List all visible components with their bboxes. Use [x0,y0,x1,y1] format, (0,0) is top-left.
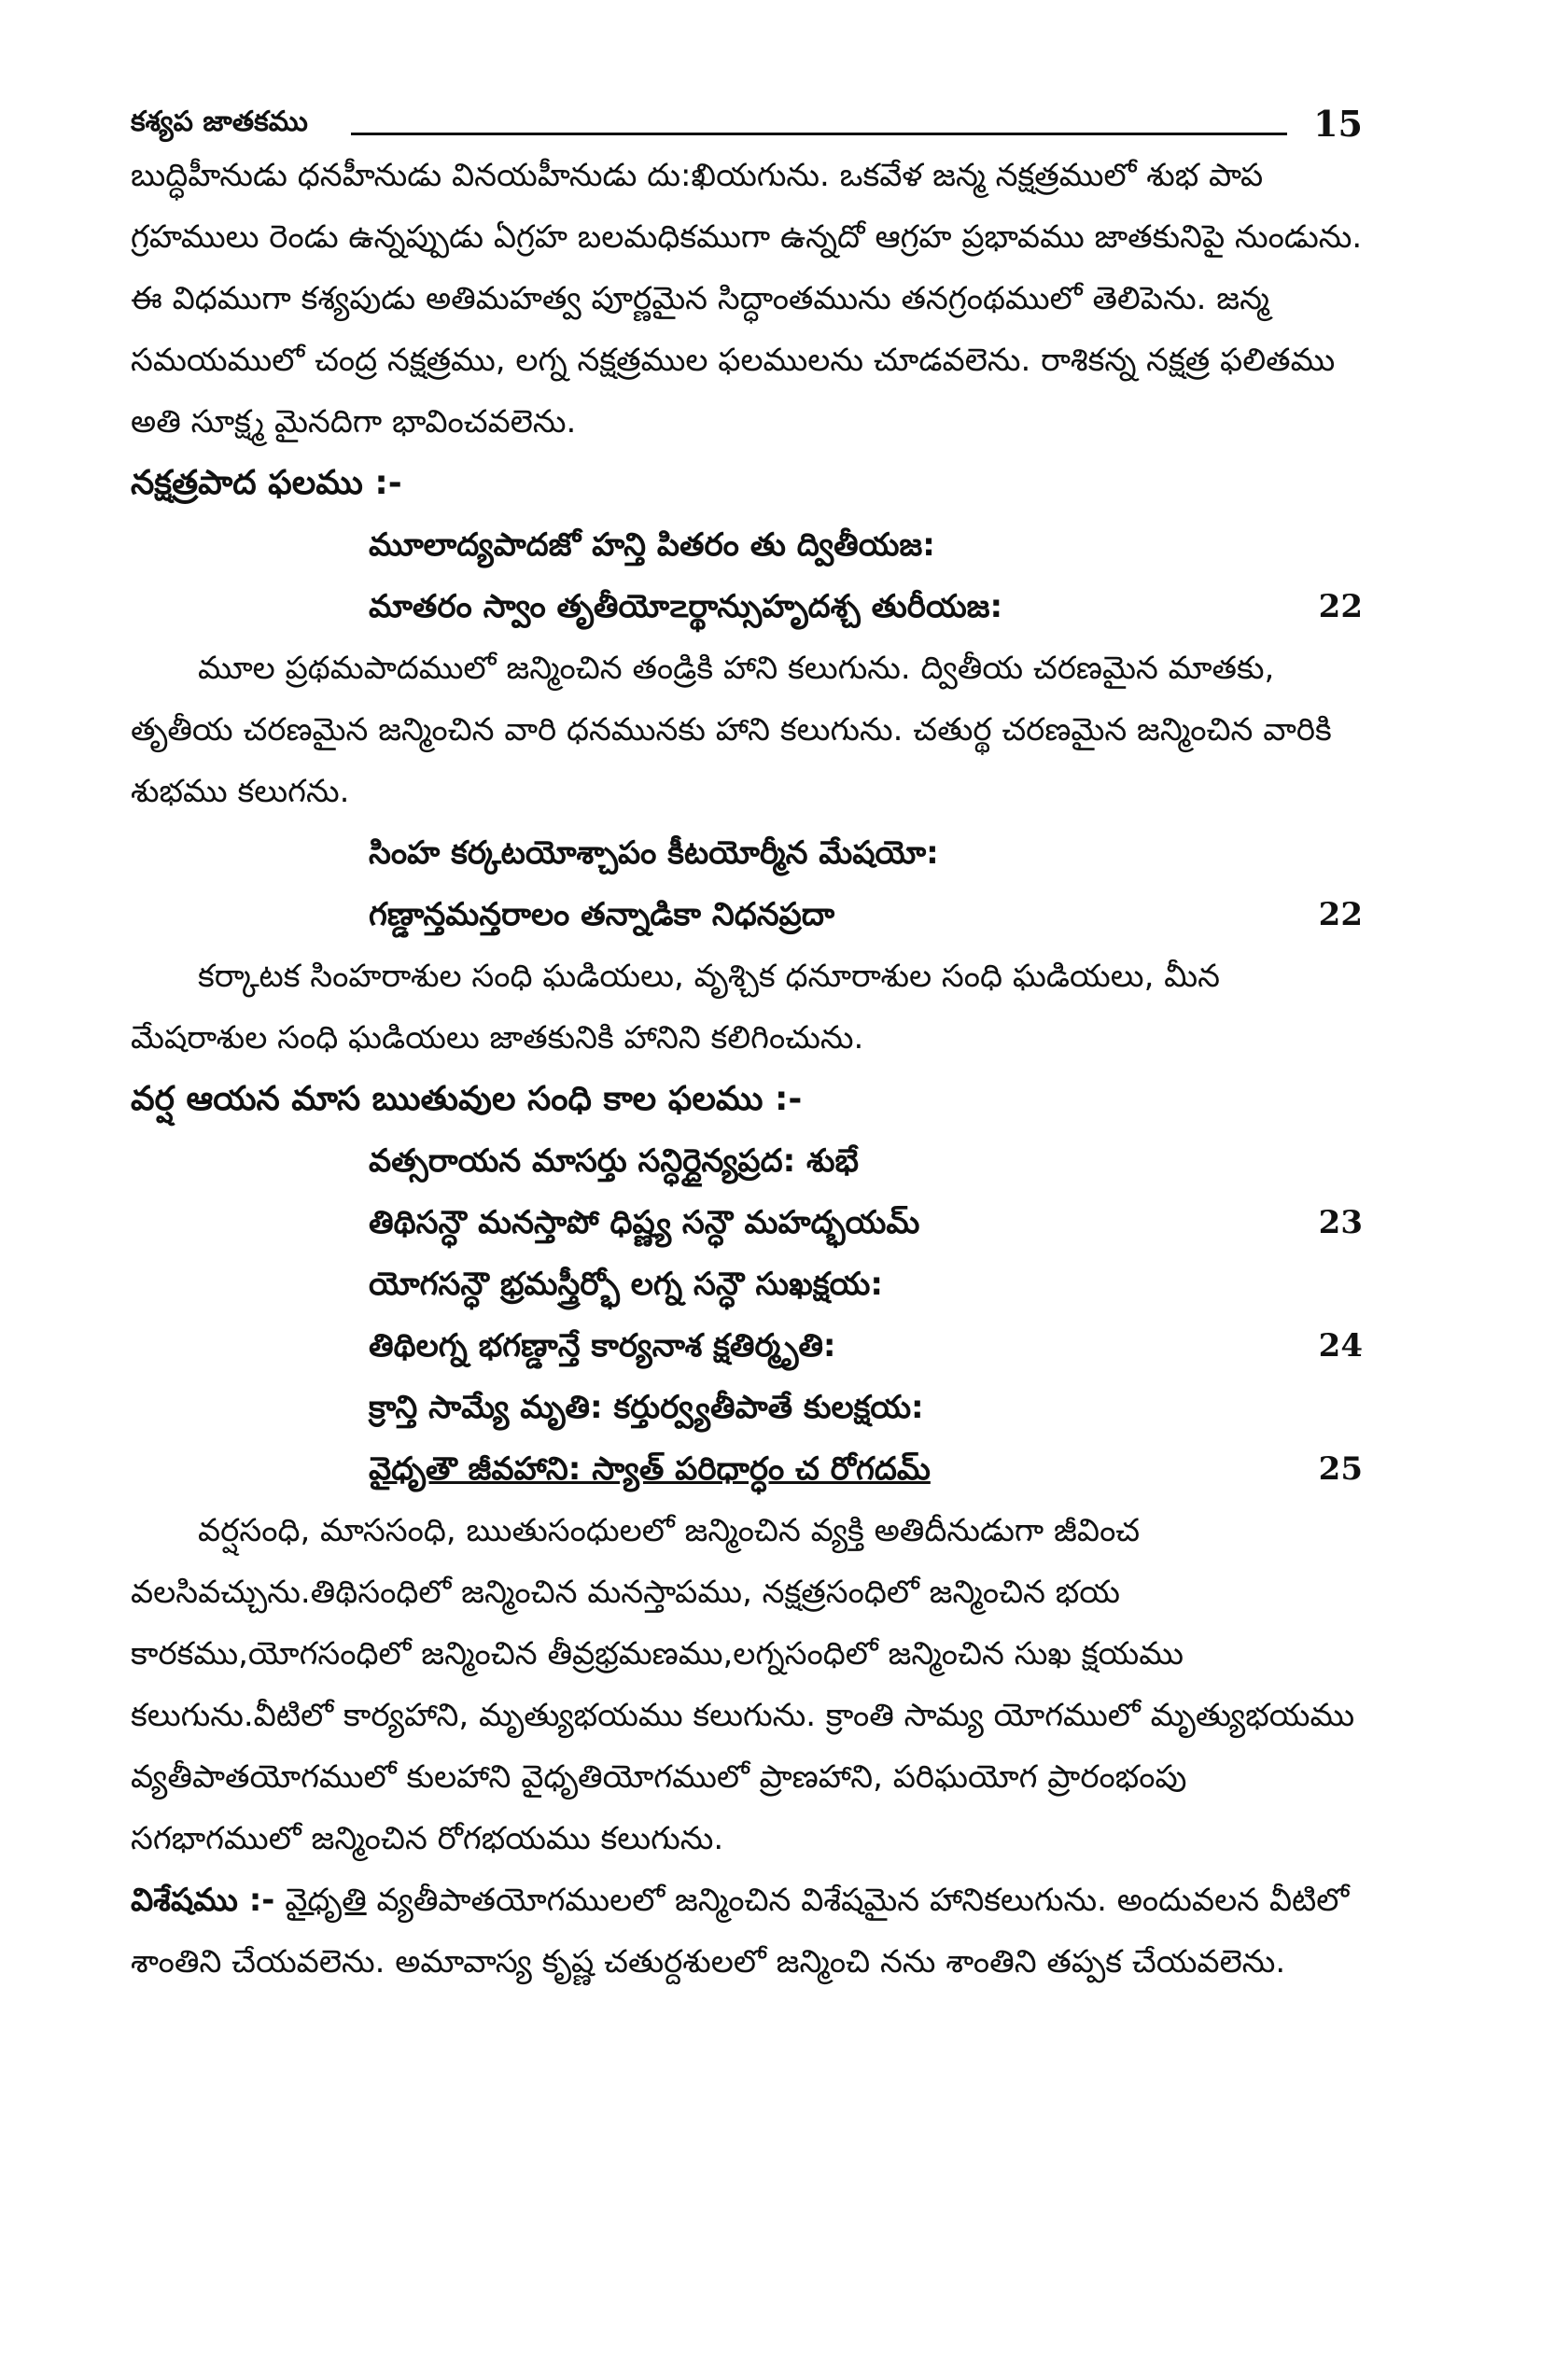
page-header [131,89,1363,145]
book-title: కశ్యప జాతకము [131,105,308,138]
verse-block-3 [131,1130,1363,1500]
heading-nakshatra-pada: నక్షత్రపాద ఫలము :- [131,464,402,502]
verse-line: తిథిసన్ధౌ మనస్తాపో ధిష్ణ్య సన్ధౌ మహద్భయమ్ 23 [131,1192,1363,1253]
verse-line: వైధృతౌ జీవహాని: స్యాత్ పరిధార్ధం చ రోగదమ్ 25 [131,1438,1363,1500]
paragraph-4: వర్షసంధి, మాససంధి, ఋతుసంధులలో జన్మించిన వ్యక్తి అతిదీనుడుగా జీవించ వలసివచ్చును.తిథిసంధిలో జన్మించిన మనస్తాపము, నక్షత్రసంధిలో జన్మించిన భయ కారకము,యోగసంధిలో జన్మించిన తీవ్రభ్రమణము,లగ్నసంధిలో జన్మించిన సుఖ క్షయము కలుగును.వీటిలో కార్యహాని, మృత్యుభయము కలుగును. క్రాంతి సామ్య యోగములో మృత్యుభయము వ్యతీపాతయోగములో కులహాని వైధృతియోగములో ప్రాణహాని, పరిఘయోగ ప్రారంభంపు సగభాగములో జన్మించిన రోగభయము కలుగును. [131,1512,1355,1857]
verse-number: 25 [1318,1450,1363,1488]
page-body [131,89,1363,1993]
verse-block-2 [131,822,1363,945]
verse-block-1 [131,514,1363,637]
paragraph-5-text: వ్యతీపాతయోగములలో జన్మించిన విశేషమైన హానికలుగును. అందువలన వీటిలో శాంతిని చేయవలెను. అమావాస్య కృష్ణ చతుర్దశులలో జన్మించి నను శాంతిని తప్పక చేయవలెను. [131,1882,1350,1981]
paragraph-1: బుద్ధిహీనుడు ధనహీనుడు వినయహీనుడు దు:ఖియగును. ఒకవేళ జన్మ నక్షత్రములో శుభ పాప గ్రహములు రెండు ఉన్నప్పుడు ఏగ్రహ బలమధికముగా ఉన్నదో ఆగ్రహ ప్రభావము జాతకునిపై నుండును. ఈ విధముగా కశ్యపుడు అతిమహత్వ పూర్ణమైన సిద్ధాంతమును తనగ్రంథములో తెలిపెను. జన్మ సమయములో చంద్ర నక్షత్రము, లగ్న నక్షత్రముల ఫలములను చూడవలెను. రాశికన్న నక్షత్ర ఫలితము అతి సూక్ష్మ మైనదిగా భావించవలెను. [131,157,1363,441]
verse-line: తిథిలగ్న భగణ్డాన్తే కార్యనాశ క్షతిర్మృతి: 24 [131,1315,1363,1377]
verse-line: క్రాన్తి సామ్యే మృతి: కర్తుర్వ్యతీపాతే కులక్షయ: [369,1389,924,1426]
verse-line: మాతరం స్వాం తృతీయో౽ర్థాన్సుహృదశ్చ తురీయజ: 22 [131,576,1363,637]
verse-number: 22 [1318,896,1363,933]
visheshamu-label: విశేషము :- [131,1882,275,1919]
verse-line: యోగసన్ధౌ భ్రమస్త్రీర్భో లగ్న సన్ధౌ సుఖక్షయ: [369,1266,883,1303]
paragraph-3: కర్కాటక సింహరాశుల సంధి ఘడియలు, వృశ్చిక ధనూరాశుల సంధి ఘడియలు, మీన మేషరాశుల సంధి ఘడియలు జాతకునికి హానిని కలిగించును. [131,958,1221,1057]
paragraph-2: మూల ప్రథమపాదములో జన్మించిన తండ్రికి హాని కలుగును. ద్వితీయ చరణమైన మాతకు, తృతీయ చరణమైన జన్మించిన వారి ధనమునకు హాని కలుగును. చతుర్థ చరణమైన జన్మించిన వారికి శుభము కలుగను. [131,650,1332,810]
heading-sandhi-kala: వర్ష ఆయన మాస ఋతువుల సంధి కాల ఫలము :- [131,1080,803,1118]
underlined-term: వైధృతి [285,1882,367,1919]
page-number: 15 [1313,103,1363,145]
header-rule [351,133,1287,135]
verse-line: వత్సరాయన మాసర్తు సన్ధిర్దైన్యప్రద: శుభే [369,1142,860,1180]
paragraph-5 [131,1869,1363,1993]
verse-line: గణ్డాన్తమన్తరాలం తన్నాడికా నిధనప్రదా 22 [131,884,1363,945]
verse-number: 24 [1318,1327,1363,1365]
verse-number: 22 [1318,588,1363,625]
verse-number: 23 [1318,1204,1363,1241]
verse-line: మూలాద్యపాదజో హన్తి పితరం తు ద్వితీయజ: [369,526,935,564]
verse-line: సింహ కర్కటయోశ్చాపం కీటయోర్మీన మేషయో: [369,834,939,872]
